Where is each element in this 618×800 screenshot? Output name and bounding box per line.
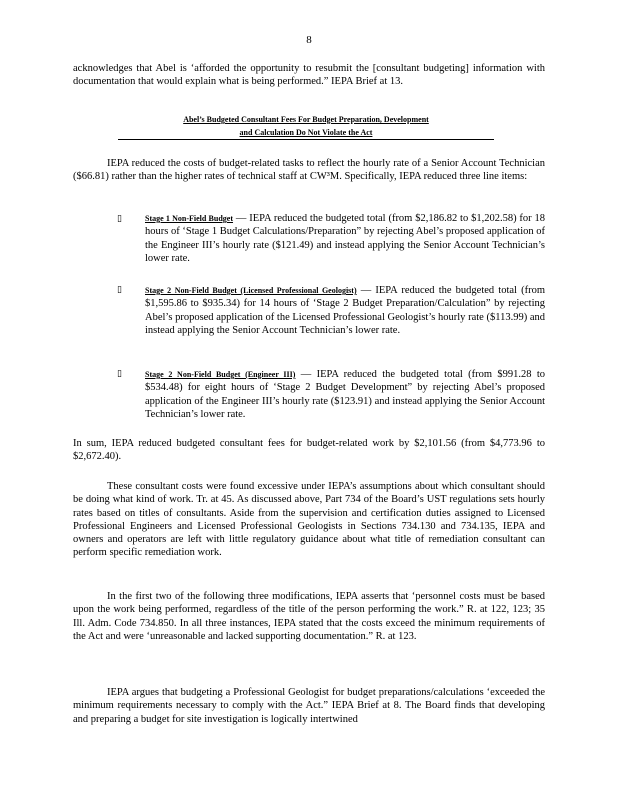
page-number: 8 — [306, 34, 312, 46]
bullet-stage-1-non-field — [145, 212, 545, 265]
section-heading — [118, 113, 494, 140]
paragraph-iepa-argues: IEPA argues that budgeting a Professional Geologist for budget preparations/calculations ‘exceeded the minimum requirements necessary to comply with the Act.” IEPA Brief at 8. The Board finds that developing and preparing a budget for site investigation is logically intertwined — [73, 687, 545, 725]
bullet-stage-2-geologist — [145, 284, 545, 337]
section-heading-line-1: Abel’s Budgeted Consultant Fees For Budget Preparation, Development — [183, 115, 429, 124]
bullet-text: — IEPA reduced the budgeted total (from $1,595.86 to $935.34) for 14 hours of ‘Stage 2 Budget Preparation/Calculation” by rejecting Abel’s proposed application of the Licensed Professional Geologist’s hourly rate ($113.99) and instead applying the Senior Account Technician’s lower rate. — [145, 285, 545, 336]
paragraph-first-two: In the first two of the following three modifications, IEPA asserts that ‘personnel costs must be based upon the work being performed, regardless of the title of the person performing the work.” R. at 122, 123; 35 Ill. Adm. Code 734.850. In all three instances, IEPA stated that the costs exceed the minimum requirements of the Act and were ‘unreasonable and lacked supporting documentation.” R. at 123. — [73, 591, 545, 642]
paragraph-consultant-costs: These consultant costs were found excessive under IEPA’s assumptions about which consultant should be doing what kind of work. Tr. at 45. As discussed above, Part 734 of the Board’s UST regulations sets hourly rates based on titles of consultants. Aside from the supervision and certification duties assigned to Licensed Professional Engineers and Licensed Professional Geologists in Sections 734.130 and 734.135, IEPA and owners and operators are left with little regulatory guidance about what title of remediation consultant can perform specific remediation work. — [73, 481, 545, 559]
paragraph-iepa-reduced: IEPA reduced the costs of budget-related tasks to reflect the hourly rate of a Senior Account Technician ($66.81) rather than the higher rates of technical staff at CW³M. Specifically, IEPA reduced three line items: — [73, 158, 545, 183]
bullet-stage-2-engineer — [145, 368, 545, 421]
bullet-heading: Stage 2 Non-Field Budget (Engineer III) — [145, 370, 296, 379]
section-heading-line-2: and Calculation Do Not Violate the Act — [239, 128, 373, 137]
bullet-marker: ▯ — [117, 368, 122, 378]
bullet-heading: Stage 2 Non-Field Budget (Licensed Professional Geologist) — [145, 286, 357, 295]
bullet-text: — IEPA reduced the budgeted total (from $991.28 to $534.48) for eight hours of ‘Stage 2 Budget Development” by rejecting Abel’s proposed application of the Engineer III’s hourly rate ($123.91) and instead applying the Senior Account Technician’s lower rate. — [145, 369, 545, 420]
bullet-marker: ▯ — [117, 213, 122, 223]
bullet-text: — IEPA reduced the budgeted total (from $2,186.82 to $1,202.58) for 18 hours of ‘Stage 1 Budget Calculations/Preparation” by rejecting Abel’s proposed application of the Engineer III’s hourly rate ($121.49) and instead applying the Senior Account Technician’s lower rate. — [145, 213, 545, 264]
paragraph-in-sum: In sum, IEPA reduced budgeted consultant fees for budget-related work by $2,101.56 (from $4,773.96 to $2,672.40). — [73, 438, 545, 463]
bullet-heading: Stage 1 Non-Field Budget — [145, 214, 234, 223]
paragraph-acknowledges: acknowledges that Abel is ‘afforded the opportunity to resubmit the [consultant budgeting] information with documentation that would explain what is being performed.” IEPA Brief at 13. — [73, 63, 545, 88]
bullet-marker: ▯ — [117, 284, 122, 294]
